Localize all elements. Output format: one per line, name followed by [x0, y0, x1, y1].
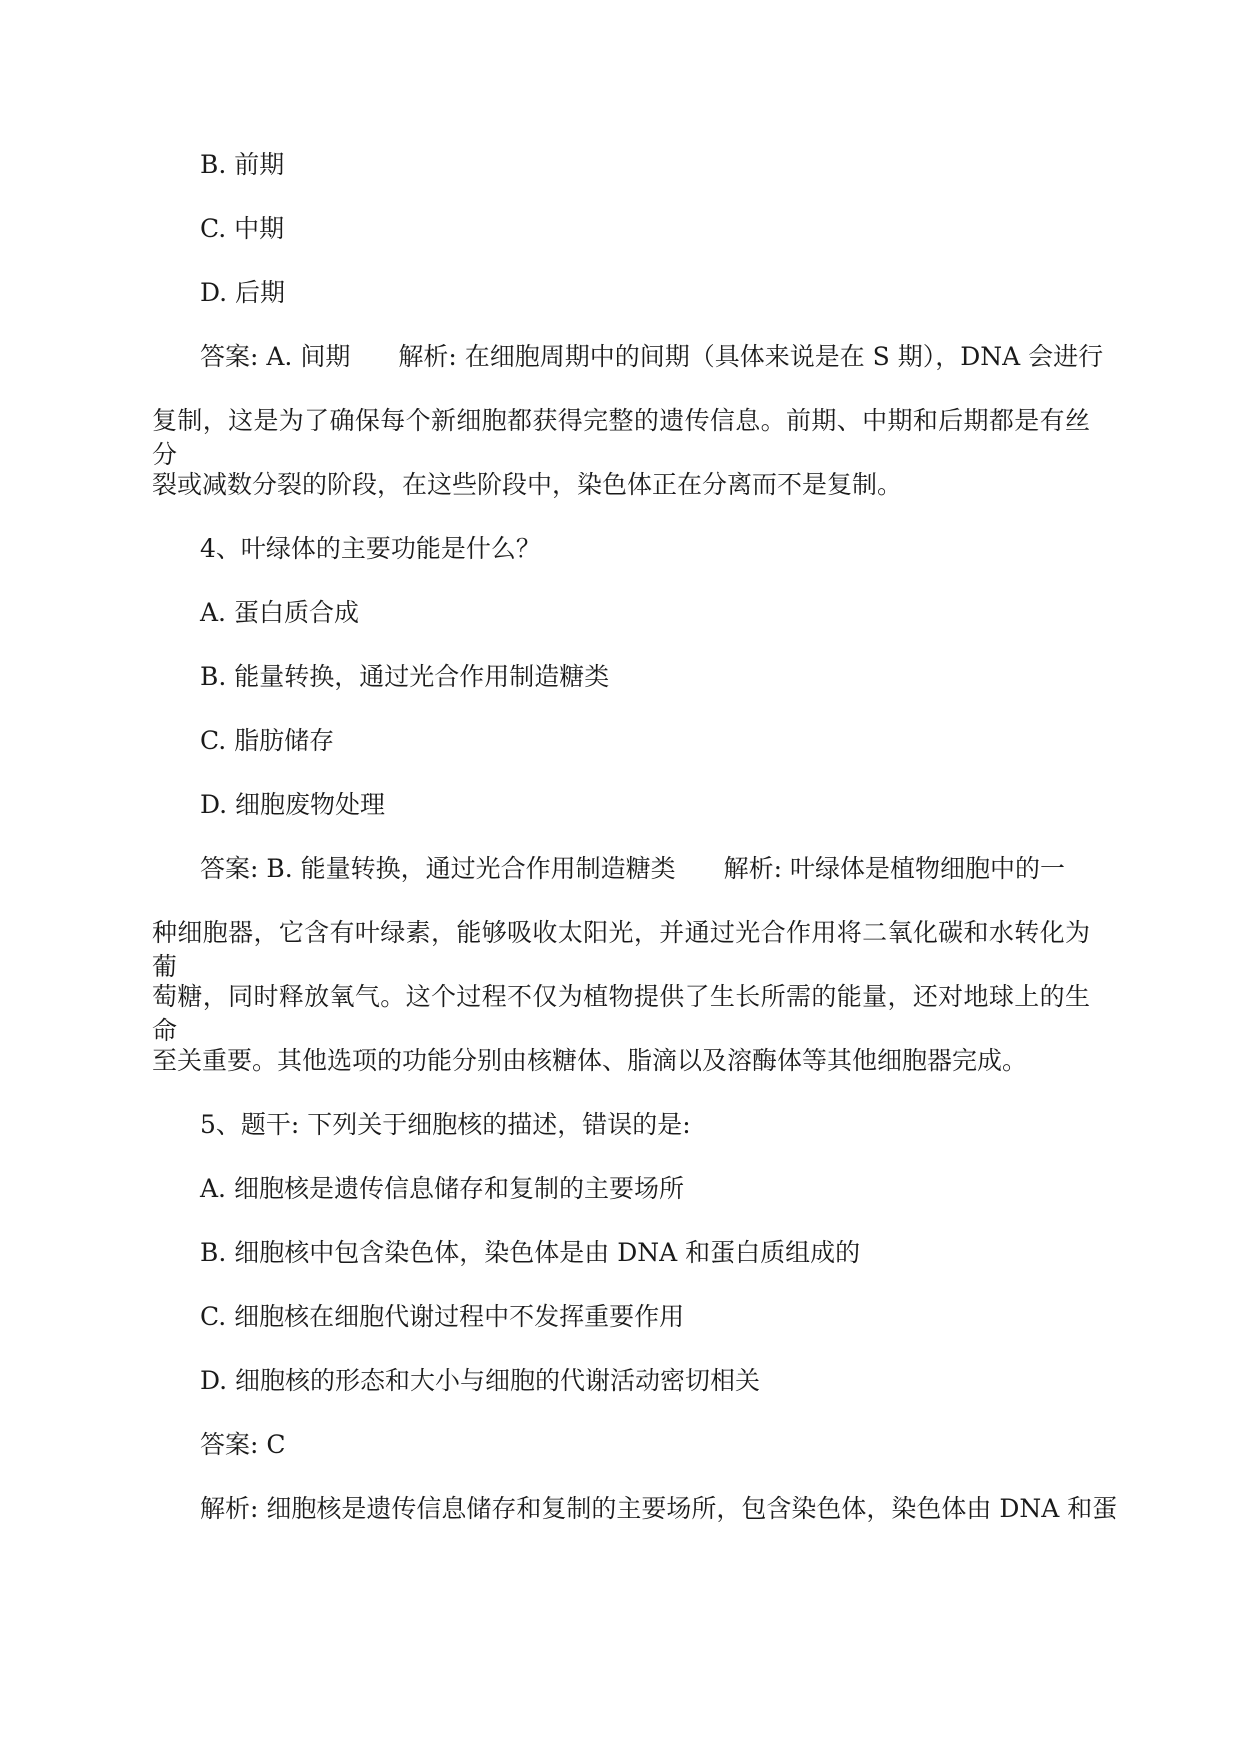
- q5-option-d: D. 细胞核的形态和大小与细胞的代谢活动密切相关: [200, 1366, 761, 1395]
- q5-stem: 5、题干: 下列关于细胞核的描述，错误的是:: [200, 1110, 691, 1139]
- q3-option-d: D. 后期: [200, 278, 286, 307]
- q3-analysis-line1: 解析: 在细胞周期中的间期（具体来说是在 S 期），DNA 会进行: [398, 342, 1104, 371]
- q4-analysis-line2: 种细胞器，它含有叶绿素，能够吸收太阳光，并通过光合作用将二氧化碳和水转化为葡: [152, 918, 1090, 981]
- q5-option-b: B. 细胞核中包含染色体，染色体是由 DNA 和蛋白质组成的: [200, 1238, 861, 1267]
- q5-analysis-line1: 解析: 细胞核是遗传信息储存和复制的主要场所，包含染色体，染色体由 DNA 和蛋: [200, 1494, 1118, 1523]
- q4-answer-line: [200, 852, 1090, 886]
- q3-analysis-line3: 裂或减数分裂的阶段，在这些阶段中，染色体正在分离而不是复制。: [152, 470, 903, 499]
- q3-answer: 答案: A. 间期: [200, 342, 351, 371]
- q5-option-a: A. 细胞核是遗传信息储存和复制的主要场所: [200, 1174, 684, 1203]
- q3-analysis-line2: 复制，这是为了确保每个新细胞都获得完整的遗传信息。前期、中期和后期都是有丝分: [152, 406, 1090, 469]
- q4-option-a: A. 蛋白质合成: [200, 598, 359, 627]
- q4-option-d: D. 细胞废物处理: [200, 790, 386, 819]
- q3-option-c: C. 中期: [200, 214, 285, 243]
- q4-answer: 答案: B. 能量转换，通过光合作用制造糖类: [200, 854, 676, 883]
- q4-stem: 4、叶绿体的主要功能是什么？: [200, 534, 541, 563]
- q4-analysis-line1: 解析: 叶绿体是植物细胞中的一: [723, 854, 1066, 883]
- q4-option-b: B. 能量转换，通过光合作用制造糖类: [200, 662, 610, 691]
- q3-option-b: B. 前期: [200, 150, 285, 179]
- q4-option-c: C. 脂肪储存: [200, 726, 335, 755]
- q4-analysis-line3: 萄糖，同时释放氧气。这个过程不仅为植物提供了生长所需的能量，还对地球上的生命: [152, 982, 1090, 1045]
- q4-analysis-line4: 至关重要。其他选项的功能分别由核糖体、脂滴以及溶酶体等其他细胞器完成。: [152, 1046, 1028, 1075]
- q3-answer-line: [200, 340, 1104, 374]
- q5-answer: 答案: C: [200, 1430, 286, 1459]
- q5-option-c: C. 细胞核在细胞代谢过程中不发挥重要作用: [200, 1302, 685, 1331]
